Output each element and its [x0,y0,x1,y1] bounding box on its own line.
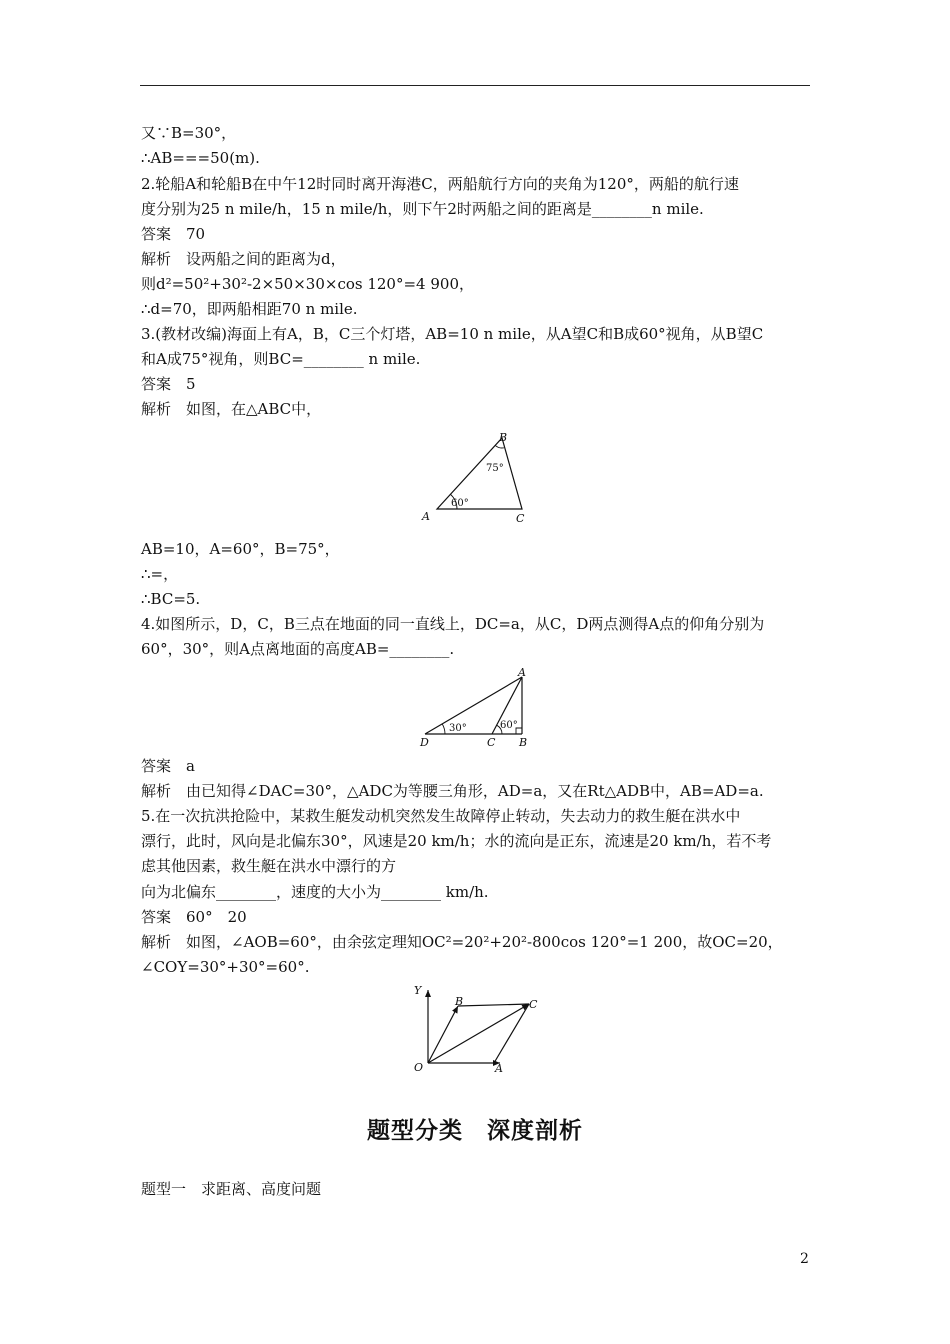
text-line: 和A成75°视角，则BC=________ n mile. [141,350,421,368]
text-line: 4.如图所示，D，C，B三点在地面的同一直线上，DC=a，从C，D两点测得A点的仰角分别为 [141,615,765,633]
text-line: 60°，30°，则A点离地面的高度AB=________. [141,640,455,658]
text-line: 漂行，此时，风向是北偏东30°，风速是20 km/h；水的流向是正东，流速是20 km/h，若不考 [141,832,772,850]
text-line: ∴AB===50(m). [141,149,260,167]
section-title: 题型分类 深度剖析 [367,1118,583,1144]
text-line: ∴BC=5. [141,590,201,608]
vertex-label-a: A [422,510,430,523]
angle-label-c: 60° [500,720,518,731]
vertex-label-c: C [487,736,496,749]
vertex-label-c: C [516,512,525,525]
text-line: 向为北偏东________，速度的大小为________ km/h. [141,883,489,901]
vertex-label-c: C [529,998,538,1011]
answer-line: 答案 a [141,757,195,775]
text-line: 则d²=50²+30²-2×50×30×cos 120°=4 900， [141,275,474,293]
vertex-label-a: A [495,1062,503,1075]
text-line: 又∵B=30°， [141,124,237,142]
text-line: 度分别为25 n mile/h，15 n mile/h，则下午2时两船之间的距离是________n mile. [141,200,704,218]
origin-label-o: O [414,1061,424,1074]
vertex-label-b: B [455,995,464,1008]
header-rule [140,85,810,86]
vertex-label-a: A [518,666,526,679]
text-line: 解析 由已知得∠DAC=30°，△ADC为等腰三角形，AD=a，又在Rt△ADB中，AB=AD=a. [141,782,764,800]
subsection-title: 题型一 求距离、高度问题 [141,1180,322,1198]
triangle-abc-figure [420,428,530,526]
page-number: 2 [800,1251,809,1267]
text-line: ∴=， [141,565,179,583]
answer-line: 答案 60° 20 [141,908,247,926]
text-line: 3.(教材改编)海面上有A，B，C三个灯塔，AB=10 n mile，从A望C和B成60°视角，从B望C [141,325,764,343]
text-line: 2.轮船A和轮船B在中午12时同时离开海港C，两船航行方向的夹角为120°，两船的航行速 [141,175,739,193]
answer-line: 答案 70 [141,225,206,243]
vertex-label-b: B [519,736,528,749]
text-line: ∠COY=30°+30°=60°. [141,958,310,976]
axis-label-y: Y [414,984,422,997]
text-line: 5.在一次抗洪抢险中，某救生艇发动机突然发生故障停止转动，失去动力的救生艇在洪水中 [141,807,741,825]
text-line: ∴d=70，即两船相距70 n mile. [141,300,358,318]
vertex-label-d: D [420,736,429,749]
text-line: 解析 如图，∠AOB=60°，由余弦定理知OC²=20²+20²-800cos 120°=1 200，故OC=20， [141,933,783,951]
answer-line: 答案 5 [141,375,196,393]
angle-label-b: 75° [486,463,504,474]
vertex-label-b: B [499,431,508,444]
text-line: 解析 如图，在△ABC中， [141,400,322,418]
text-line: 虑其他因素，救生艇在洪水中漂行的方 [141,857,397,875]
vector-figure [410,978,555,1078]
angle-label-d: 30° [449,723,467,734]
text-line: AB=10，A=60°，B=75°， [141,540,340,558]
elevation-figure [415,665,535,751]
text-line: 解析 设两船之间的距离为d， [141,250,346,268]
angle-label-a: 60° [451,498,469,509]
